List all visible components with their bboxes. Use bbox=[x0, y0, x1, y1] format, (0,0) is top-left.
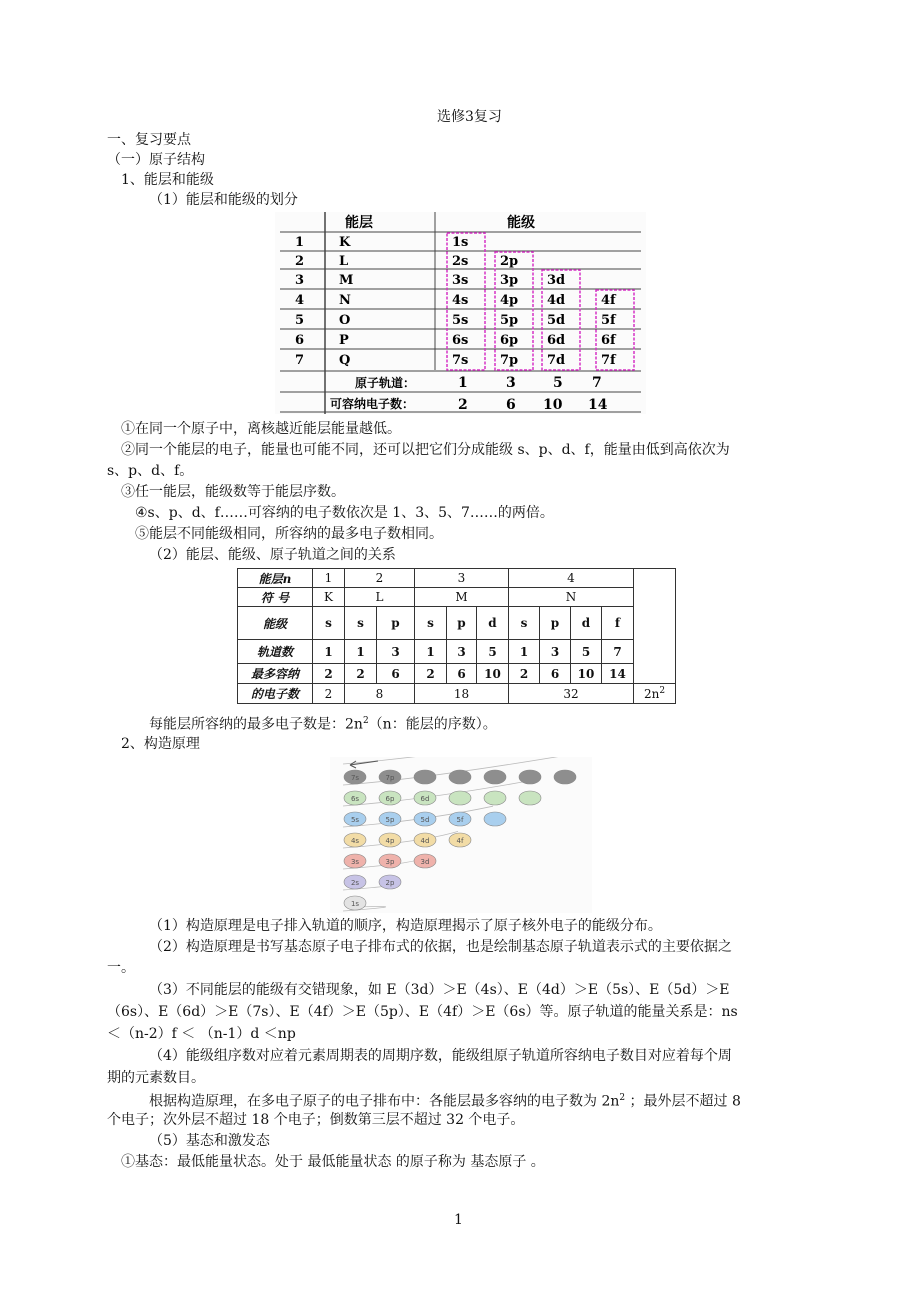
layer-symbol: L bbox=[339, 254, 349, 269]
heading-energy-levels: 1、能层和能级 bbox=[121, 172, 214, 188]
orbital-label: 6s bbox=[350, 795, 360, 803]
orbital-cell: 7 bbox=[602, 640, 634, 664]
max-electron-sentence bbox=[149, 712, 497, 734]
orbital-ellipse bbox=[519, 791, 541, 805]
header-layer: 能层 bbox=[345, 215, 373, 231]
formula-base: 2n bbox=[643, 687, 660, 701]
layer-symbol: P bbox=[339, 333, 349, 348]
layer-number: 7 bbox=[295, 353, 305, 368]
max-level-cell: 6 bbox=[447, 664, 477, 684]
max-layer-cell: 8 bbox=[345, 684, 415, 704]
level-label: 2s bbox=[452, 254, 469, 269]
aufbau-point-1: （1）构造原理是电子排入轨道的顺序，构造原理揭示了原子核外电子的能级分布。 bbox=[149, 918, 662, 934]
row-label-max-2: 的电子数 bbox=[238, 684, 313, 704]
header-level: 能级 bbox=[507, 215, 535, 231]
aufbau-point-2-cont: 一。 bbox=[107, 960, 135, 976]
level-label: 7f bbox=[601, 353, 616, 368]
row-max-level bbox=[238, 664, 676, 684]
level-label: 6d bbox=[547, 333, 566, 348]
orbital-label: 6d bbox=[420, 795, 430, 803]
max-level-cell: 10 bbox=[571, 664, 602, 684]
row-layer bbox=[238, 569, 676, 588]
level-label: 5f bbox=[601, 313, 616, 328]
heading-relation: （2）能层、能级、原子轨道之间的关系 bbox=[149, 547, 396, 563]
orbital-count: 1 bbox=[458, 375, 468, 391]
row-label-orbital: 轨道数 bbox=[238, 640, 313, 664]
layer-cell: 4 bbox=[509, 569, 634, 588]
orbital-cell: 1 bbox=[313, 640, 345, 664]
level-label: 2p bbox=[500, 254, 519, 269]
orbital-label: 3s bbox=[350, 858, 360, 866]
energy-level-svg bbox=[275, 212, 646, 414]
max-sentence-pre: 每能层所容纳的最多电子数是：2n bbox=[149, 716, 363, 733]
energy-level-chart bbox=[275, 212, 646, 414]
p4-line1: （4）能级组序数对应着元素周期表的周期序数，能级组原子轨道所容纳电子数目对应着每个周 bbox=[149, 1048, 732, 1064]
level-label: 3d bbox=[547, 273, 566, 288]
symbol-cell: N bbox=[509, 588, 634, 607]
orbital-count: 3 bbox=[506, 375, 516, 391]
layer-symbol: M bbox=[339, 273, 354, 288]
level-cell: s bbox=[313, 607, 345, 640]
orbital-cell: 1 bbox=[345, 640, 377, 664]
layer-cell: 3 bbox=[415, 569, 509, 588]
heading-division: （1）能层和能级的划分 bbox=[149, 192, 298, 208]
p3-line1: （3）不同能层的能级有交错现象，如 E（3d）＞E（4s）、E（4d）＞E（5s）、E（5d）＞E bbox=[149, 982, 730, 998]
p5-post: ；最外层不超过 8 bbox=[625, 1093, 741, 1110]
capacity-count: 10 bbox=[543, 397, 563, 413]
layer-number: 3 bbox=[295, 273, 305, 288]
max-layer-cell: 2 bbox=[313, 684, 345, 704]
orbital-label: 4s bbox=[350, 837, 360, 845]
orbital-label: 原子轨道： bbox=[355, 376, 416, 390]
orbital-count: 7 bbox=[592, 375, 602, 391]
orbital-label: 7s bbox=[350, 774, 360, 782]
level-cell: s bbox=[345, 607, 377, 640]
p5-line1 bbox=[149, 1089, 741, 1111]
heading-ground-state: （5）基态和激发态 bbox=[149, 1133, 270, 1149]
orbital-ellipse bbox=[519, 770, 541, 784]
orbital-label: 3p bbox=[385, 858, 395, 866]
orbital-ellipse bbox=[414, 770, 436, 784]
order-arrow bbox=[343, 757, 592, 764]
symbol-cell: M bbox=[415, 588, 509, 607]
aufbau-diagram bbox=[330, 757, 592, 913]
level-label: 5p bbox=[500, 313, 519, 328]
heading-atomic-structure: （一）原子结构 bbox=[107, 152, 205, 168]
level-label: 4p bbox=[500, 293, 519, 308]
heading-review-points: 一、复习要点 bbox=[107, 132, 191, 148]
level-label: 4s bbox=[452, 293, 469, 308]
layer-number: 1 bbox=[295, 235, 305, 250]
p3-line3: ＜（n-2）f ＜ （n-1）d ＜np bbox=[107, 1026, 296, 1042]
level-cell: s bbox=[415, 607, 447, 640]
max-level-cell: 2 bbox=[345, 664, 377, 684]
point-3: ③任一能层，能级数等于能层序数。 bbox=[121, 484, 345, 500]
page-title: 选修3复习 bbox=[437, 109, 502, 125]
row-label-layer: 能层n bbox=[238, 569, 313, 588]
p3-line2: （6s）、E（6d）＞E（7s）、E（4f）＞E（5p）、E（4f）＞E（6s）等。原子轨道的能量关系是：ns bbox=[107, 1004, 738, 1020]
layer-symbol: K bbox=[339, 235, 351, 250]
formula-cell bbox=[634, 684, 676, 704]
level-cell: p bbox=[377, 607, 415, 640]
level-label: 3p bbox=[500, 273, 519, 288]
layer-cell: 2 bbox=[345, 569, 415, 588]
max-level-cell: 2 bbox=[313, 664, 345, 684]
p5-line2: 个电子；次外层不超过 18 个电子；倒数第三层不超过 32 个电子。 bbox=[107, 1112, 525, 1128]
orbital-count: 5 bbox=[553, 375, 563, 391]
level-label: 6s bbox=[452, 333, 469, 348]
capacity-count: 2 bbox=[458, 397, 468, 413]
symbol-cell: L bbox=[345, 588, 415, 607]
max-layer-cell: 32 bbox=[509, 684, 634, 704]
max-sentence-sup: 2 bbox=[362, 716, 369, 726]
p4-line2: 期的元素数目。 bbox=[107, 1070, 205, 1086]
heading-aufbau: 2、构造原理 bbox=[121, 736, 200, 752]
orbital-label: 3d bbox=[420, 858, 430, 866]
layer-symbol: Q bbox=[339, 353, 351, 368]
level-cell: f bbox=[602, 607, 634, 640]
orbital-label: 5d bbox=[420, 816, 430, 824]
orbital-cell: 5 bbox=[571, 640, 602, 664]
level-label: 5d bbox=[547, 313, 566, 328]
level-label: 6f bbox=[601, 333, 616, 348]
orbital-label: 2s bbox=[350, 879, 360, 887]
point-5: ⑤能层不同能级相同，所容纳的最多电子数相同。 bbox=[135, 526, 443, 542]
max-level-cell: 6 bbox=[540, 664, 571, 684]
orbital-label: 4d bbox=[420, 837, 430, 845]
orbital-ellipse bbox=[484, 770, 506, 784]
orbital-label: 7p bbox=[385, 774, 395, 782]
orbital-cell: 3 bbox=[447, 640, 477, 664]
orbital-label: 5f bbox=[456, 816, 464, 824]
row-label-max: 最多容纳 bbox=[238, 664, 313, 684]
row-label-level: 能级 bbox=[238, 607, 313, 640]
level-label: 7s bbox=[452, 353, 469, 368]
layer-cell: 1 bbox=[313, 569, 345, 588]
level-label: 5s bbox=[452, 313, 469, 328]
orbital-label: 5s bbox=[350, 816, 360, 824]
row-orbital bbox=[238, 640, 676, 664]
row-max-layer bbox=[238, 684, 676, 704]
p5-pre: 根据构造原理，在多电子原子的电子排布中：各能层最多容纳的电子数为 2n bbox=[149, 1093, 620, 1110]
layer-number: 5 bbox=[295, 313, 305, 328]
symbol-cell: K bbox=[313, 588, 345, 607]
level-cell: p bbox=[540, 607, 571, 640]
orbital-label: 5p bbox=[385, 816, 395, 824]
row-symbol bbox=[238, 588, 676, 607]
relation-table bbox=[237, 568, 676, 704]
blank-cell bbox=[634, 569, 676, 684]
max-level-cell: 2 bbox=[415, 664, 447, 684]
level-label: 4f bbox=[601, 293, 616, 308]
max-level-cell: 6 bbox=[377, 664, 415, 684]
orbital-label: 6p bbox=[385, 795, 395, 803]
orbital-ellipse bbox=[449, 791, 471, 805]
max-sentence-post: （n：能层的序数）。 bbox=[368, 716, 497, 733]
orbital-ellipse bbox=[484, 791, 506, 805]
orbital-ellipse bbox=[449, 770, 471, 784]
row-label-symbol: 符 号 bbox=[238, 588, 313, 607]
orbital-cell: 3 bbox=[540, 640, 571, 664]
orbital-label: 4p bbox=[385, 837, 395, 845]
orbital-cell: 1 bbox=[415, 640, 447, 664]
layer-number: 4 bbox=[295, 293, 305, 308]
max-level-cell: 2 bbox=[509, 664, 540, 684]
layer-symbol: N bbox=[339, 293, 351, 308]
ground-state-line: ①基态：最低能量状态。处于 最低能量状态 的原子称为 基态原子 。 bbox=[121, 1154, 545, 1170]
level-label: 1s bbox=[452, 235, 469, 250]
level-label: 3s bbox=[452, 273, 469, 288]
orbital-cell: 3 bbox=[377, 640, 415, 664]
max-level-cell: 14 bbox=[602, 664, 634, 684]
orbital-cell: 1 bbox=[509, 640, 540, 664]
level-label: 7p bbox=[500, 353, 519, 368]
level-cell: s bbox=[509, 607, 540, 640]
point-2: ②同一个能层的电子，能量也可能不同，还可以把它们分成能级 s、p、d、f，能量由低到高依次为 bbox=[121, 442, 730, 458]
capacity-count: 6 bbox=[506, 397, 516, 413]
level-cell: d bbox=[571, 607, 602, 640]
level-label: 7d bbox=[547, 353, 566, 368]
level-label: 4d bbox=[547, 293, 566, 308]
max-level-cell: 10 bbox=[477, 664, 509, 684]
point-4: ④s、p、d、f……可容纳的电子数依次是 1、3、5、7……的两倍。 bbox=[135, 505, 554, 521]
layer-number: 2 bbox=[295, 254, 305, 269]
layer-number: 6 bbox=[295, 333, 305, 348]
aufbau-point-2: （2）构造原理是书写基态原子电子排布式的依据，也是绘制基态原子轨道表示式的主要依据之 bbox=[149, 939, 732, 955]
page-number: 1 bbox=[454, 1212, 463, 1228]
orbital-cell: 5 bbox=[477, 640, 509, 664]
capacity-label: 可容纳电子数： bbox=[330, 397, 415, 411]
capacity-count: 14 bbox=[588, 397, 608, 413]
orbital-ellipse bbox=[484, 812, 506, 826]
orbital-label: 2p bbox=[385, 879, 395, 887]
max-layer-cell: 18 bbox=[415, 684, 509, 704]
point-2-cont: s、p、d、f。 bbox=[107, 463, 194, 479]
orbital-label: 1s bbox=[350, 900, 360, 908]
orbital-label: 4f bbox=[456, 837, 464, 845]
layer-symbol: O bbox=[339, 313, 351, 328]
point-1: ①在同一个原子中，离核越近能层能量越低。 bbox=[121, 421, 401, 437]
relation-table-wrap bbox=[237, 568, 676, 704]
level-cell: d bbox=[477, 607, 509, 640]
formula-exp: 2 bbox=[659, 686, 666, 696]
aufbau-svg bbox=[330, 757, 592, 913]
row-level bbox=[238, 607, 676, 640]
level-cell: p bbox=[447, 607, 477, 640]
p5-sup: 2 bbox=[619, 1093, 626, 1103]
orbital-ellipse bbox=[554, 770, 576, 784]
level-label: 6p bbox=[500, 333, 519, 348]
